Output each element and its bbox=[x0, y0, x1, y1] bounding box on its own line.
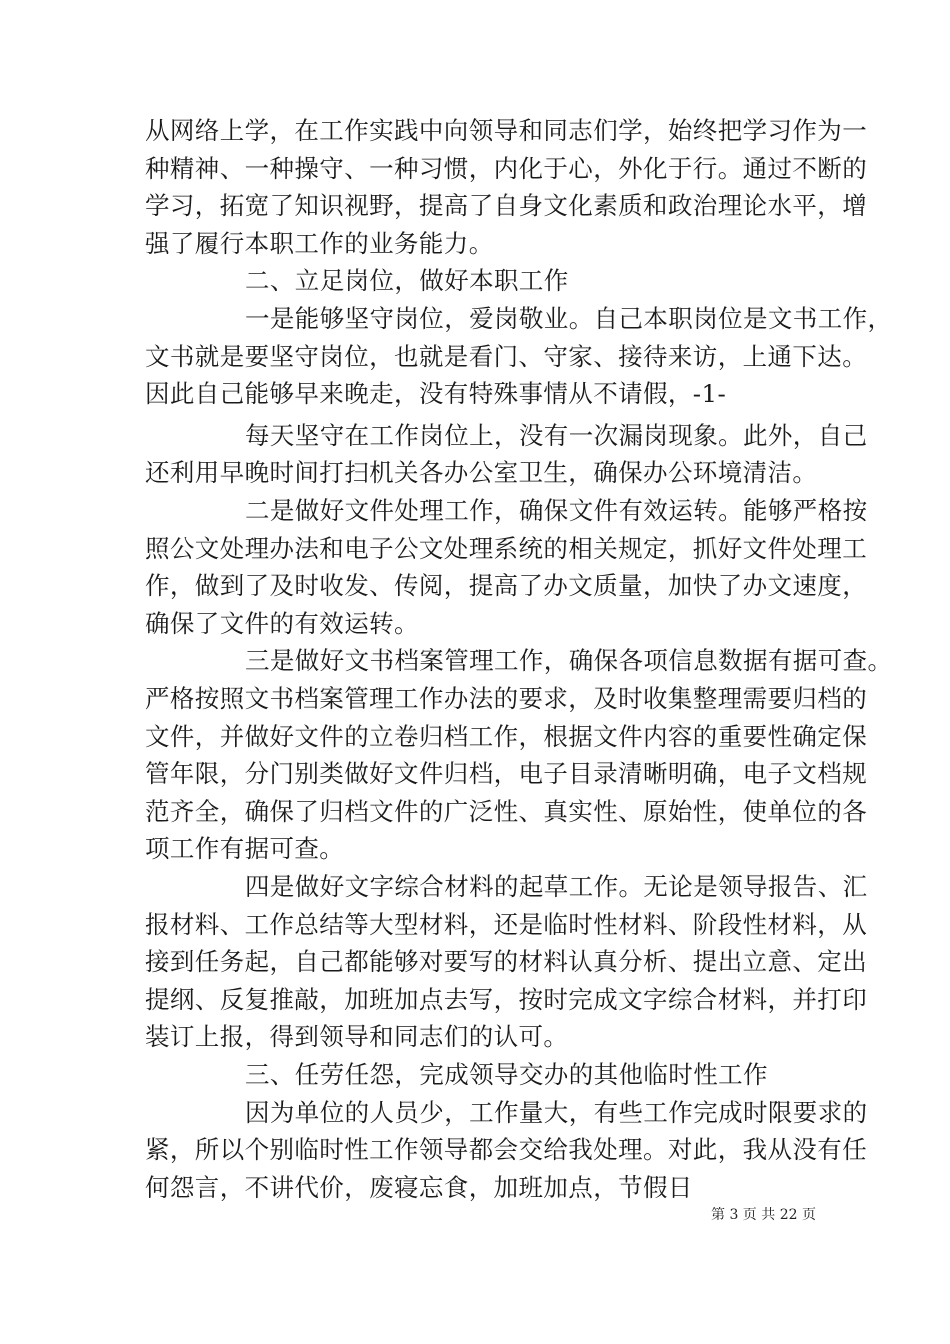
text-line: 还利用早晚时间打扫机关各办公室卫生，确保办公环境清洁。 bbox=[145, 458, 818, 487]
text-line: 因为单位的人员少，工作量大，有些工作完成时限要求的 bbox=[245, 1098, 868, 1127]
text-line: 强了履行本职工作的业务能力。 bbox=[145, 229, 494, 258]
text-line: 从网络上学，在工作实践中向领导和同志们学，始终把学习作为一 bbox=[145, 116, 868, 145]
text-line: 文件，并做好文件的立卷归档工作，根据文件内容的重要性确定保 bbox=[145, 722, 868, 751]
text-line: 因此自己能够早来晚走，没有特殊事情从不请假，-1- bbox=[145, 379, 727, 408]
text-line: 紧，所以个别临时性工作领导都会交给我处理。对此，我从没有任 bbox=[145, 1135, 868, 1164]
text-line: 范齐全，确保了归档文件的广泛性、真实性、原始性，使单位的各 bbox=[145, 797, 868, 826]
text-line: 严格按照文书档案管理工作办法的要求，及时收集整理需要归档的 bbox=[145, 684, 868, 713]
text-line: 管年限，分门别类做好文件归档，电子目录清晰明确，电子文档规 bbox=[145, 759, 868, 788]
text-line: 二是做好文件处理工作，确保文件有效运转。能够严格按 bbox=[245, 496, 868, 525]
text-line: 照公文处理办法和电子公文处理系统的相关规定，抓好文件处理工 bbox=[145, 534, 868, 563]
text-line: 三是做好文书档案管理工作，确保各项信息数据有据可查。 bbox=[245, 646, 893, 675]
text-line: 文书就是要坚守岗位，也就是看门、守家、接待来访，上通下达。 bbox=[145, 342, 868, 371]
text-line: 接到任务起，自己都能够对要写的材料认真分析、提出立意、定出 bbox=[145, 947, 868, 976]
section-heading: 二、立足岗位，做好本职工作 bbox=[245, 266, 569, 295]
text-line: 确保了文件的有效运转。 bbox=[145, 609, 419, 638]
text-line: 学习，拓宽了知识视野，提高了自身文化素质和政治理论水平，增 bbox=[145, 191, 868, 220]
text-line: 装订上报，得到领导和同志们的认可。 bbox=[145, 1022, 569, 1051]
text-line: 种精神、一种操守、一种习惯，内化于心，外化于行。通过不断的 bbox=[145, 154, 868, 183]
text-line: 提纲、反复推敲，加班加点去写，按时完成文字综合材料，并打印 bbox=[145, 985, 868, 1014]
page-footer: 第 3 页 共 22 页 bbox=[711, 1207, 816, 1223]
text-line: 作，做到了及时收发、传阅，提高了办文质量，加快了办文速度， bbox=[145, 571, 868, 600]
section-heading: 三、任劳任怨，完成领导交办的其他临时性工作 bbox=[245, 1060, 768, 1089]
text-line: 项工作有据可查。 bbox=[145, 834, 345, 863]
text-line: 四是做好文字综合材料的起草工作。无论是领导报告、汇 bbox=[245, 872, 868, 901]
text-line: 每天坚守在工作岗位上，没有一次漏岗现象。此外，自己 bbox=[245, 421, 868, 450]
text-line: 一是能够坚守岗位，爱岗敬业。自己本职岗位是文书工作， bbox=[245, 304, 893, 333]
text-line: 报材料、工作总结等大型材料，还是临时性材料、阶段性材料，从 bbox=[145, 910, 868, 939]
text-line: 何怨言，不讲代价，废寝忘食，加班加点，节假日 bbox=[145, 1173, 693, 1202]
